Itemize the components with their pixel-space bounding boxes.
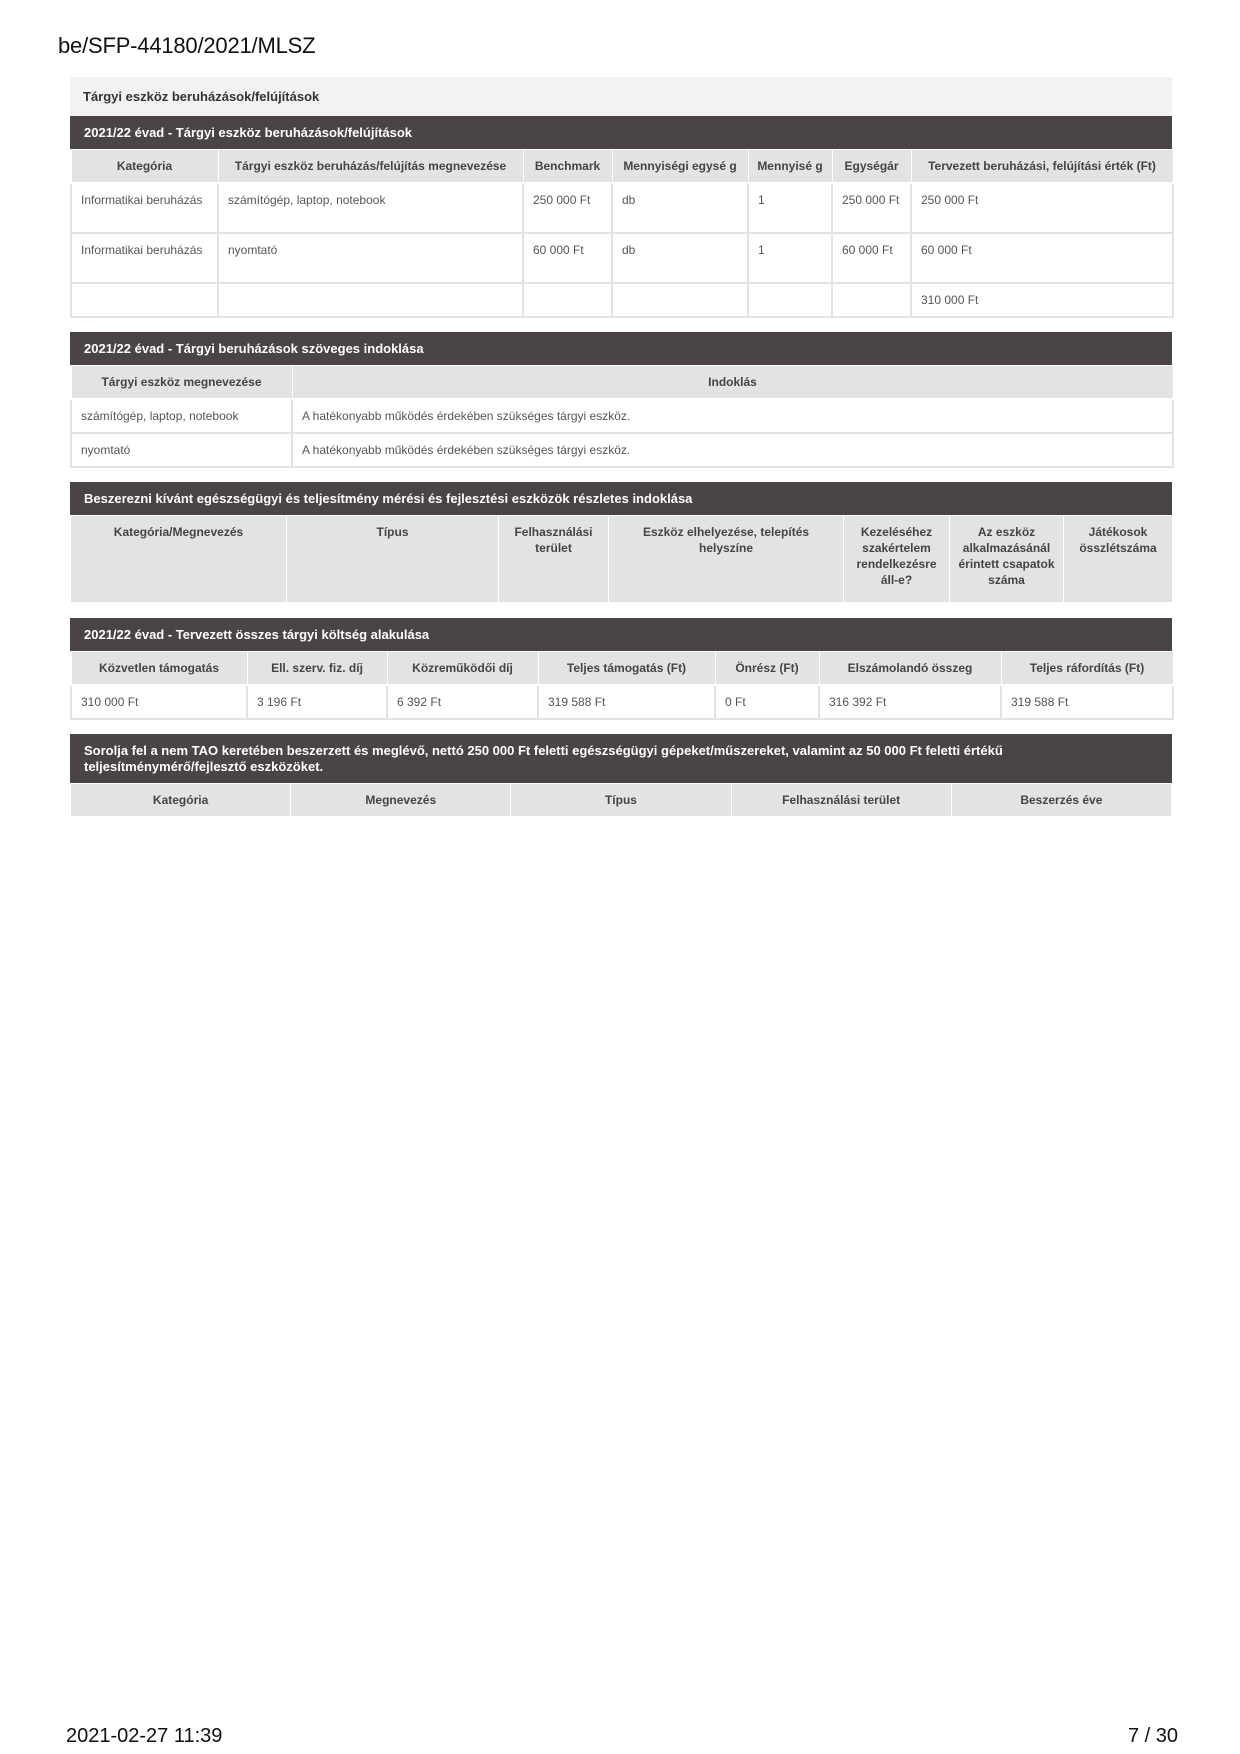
table-header-row	[71, 366, 1173, 400]
non-tao-devices-table	[70, 783, 1172, 818]
cell: db	[612, 183, 748, 233]
cell	[523, 283, 612, 317]
non-tao-devices-block	[70, 734, 1172, 818]
col-header: Tárgyi eszköz megnevezése	[71, 366, 292, 400]
justification-block	[70, 332, 1172, 468]
cell	[71, 283, 218, 317]
col-header: Benchmark	[523, 150, 612, 184]
table-header-row	[71, 651, 1173, 685]
cell: 250 000 Ft	[523, 183, 612, 233]
cell: 60 000 Ft	[832, 233, 911, 283]
cell: 6 392 Ft	[387, 685, 538, 719]
cell: nyomtató	[218, 233, 523, 283]
cell: számítógép, laptop, notebook	[218, 183, 523, 233]
health-devices-table	[70, 515, 1173, 604]
cell: 316 392 Ft	[819, 685, 1001, 719]
col-header: Mennyiségi egysé g	[612, 150, 748, 184]
cell: 60 000 Ft	[911, 233, 1173, 283]
non-tao-devices-title: Sorolja fel a nem TAO keretében beszerzett és meglévő, nettó 250 000 Ft feletti egészségügyi gépeket/műszereket, valamint az 50 000 Ft feletti értékű teljesítménymérő/fejlesztő eszközöket.	[70, 734, 1172, 783]
health-devices-title: Beszerezni kívánt egészségügyi és teljesítmény mérési és fejlesztési eszközök részletes indoklása	[70, 482, 1172, 515]
total-costs-table	[70, 651, 1174, 720]
col-header: Mennyisé g	[748, 150, 832, 184]
cell: 319 588 Ft	[538, 685, 715, 719]
cell: nyomtató	[71, 433, 292, 467]
asset-investments-title: 2021/22 évad - Tárgyi eszköz beruházások/felújítások	[70, 116, 1172, 149]
col-header: Játékosok összlétszáma	[1064, 516, 1173, 603]
justification-title: 2021/22 évad - Tárgyi beruházások szöveges indoklása	[70, 332, 1172, 365]
col-header: Eszköz elhelyezése, telepítés helyszíne	[609, 516, 844, 603]
col-header: Elszámolandó összeg	[819, 651, 1001, 685]
cell	[832, 283, 911, 317]
table-row	[71, 399, 1173, 433]
health-devices-block	[70, 482, 1172, 604]
asset-investments-block	[70, 116, 1172, 318]
cell	[612, 283, 748, 317]
cell: A hatékonyabb működés érdekében szükséges tárgyi eszköz.	[292, 399, 1173, 433]
col-header: Egységár	[832, 150, 911, 184]
page-number: 7 / 30	[1127, 1725, 1178, 1747]
col-header: Ell. szerv. fiz. díj	[247, 651, 387, 685]
col-header: Tervezett beruházási, felújítási érték (Ft)	[911, 150, 1173, 184]
section-title: Tárgyi eszköz beruházások/felújítások	[70, 77, 1172, 116]
col-header: Az eszköz alkalmazásánál érintett csapatok száma	[950, 516, 1064, 603]
table-header-row	[71, 516, 1173, 603]
table-header-row	[71, 783, 1172, 817]
footer-datetime: 2021-02-27 11:39	[66, 1725, 223, 1747]
total-row	[71, 283, 1173, 317]
col-header: Tárgyi eszköz beruházás/felújítás megnevezése	[218, 150, 523, 184]
document-id: be/SFP-44180/2021/MLSZ	[58, 33, 316, 58]
cell: 60 000 Ft	[523, 233, 612, 283]
content	[70, 77, 1172, 818]
col-header: Felhasználási terület	[499, 516, 609, 603]
cell: A hatékonyabb működés érdekében szükséges tárgyi eszköz.	[292, 433, 1173, 467]
cell: 0 Ft	[715, 685, 819, 719]
col-header: Indoklás	[292, 366, 1173, 400]
table-row	[71, 183, 1173, 233]
cell: Informatikai beruházás	[71, 233, 218, 283]
table-row	[71, 233, 1173, 283]
table-row	[71, 433, 1173, 467]
cell	[748, 283, 832, 317]
col-header: Típus	[511, 783, 731, 817]
cell: számítógép, laptop, notebook	[71, 399, 292, 433]
cell: 250 000 Ft	[832, 183, 911, 233]
cell: 319 588 Ft	[1001, 685, 1173, 719]
col-header: Közvetlen támogatás	[71, 651, 247, 685]
col-header: Típus	[287, 516, 499, 603]
col-header: Közreműködői díj	[387, 651, 538, 685]
table-row	[71, 685, 1173, 719]
cell: 250 000 Ft	[911, 183, 1173, 233]
cell: 1	[748, 233, 832, 283]
col-header: Felhasználási terület	[731, 783, 951, 817]
cell: 3 196 Ft	[247, 685, 387, 719]
cell: Informatikai beruházás	[71, 183, 218, 233]
col-header: Kategória/Megnevezés	[71, 516, 287, 603]
table-header-row	[71, 150, 1173, 184]
col-header: Teljes támogatás (Ft)	[538, 651, 715, 685]
col-header: Önrész (Ft)	[715, 651, 819, 685]
cell: db	[612, 233, 748, 283]
cell: 310 000 Ft	[71, 685, 247, 719]
cell	[218, 283, 523, 317]
cell: 1	[748, 183, 832, 233]
col-header: Kezeléséhez szakértelem rendelkezésre áll-e?	[844, 516, 950, 603]
asset-investments-table	[70, 149, 1174, 318]
total-costs-block	[70, 618, 1172, 720]
col-header: Kategória	[71, 783, 291, 817]
col-header: Beszerzés éve	[951, 783, 1171, 817]
col-header: Teljes ráfordítás (Ft)	[1001, 651, 1173, 685]
col-header: Kategória	[71, 150, 218, 184]
col-header: Megnevezés	[291, 783, 511, 817]
total-value: 310 000 Ft	[911, 283, 1173, 317]
justification-table	[70, 365, 1174, 468]
total-costs-title: 2021/22 évad - Tervezett összes tárgyi költség alakulása	[70, 618, 1172, 651]
